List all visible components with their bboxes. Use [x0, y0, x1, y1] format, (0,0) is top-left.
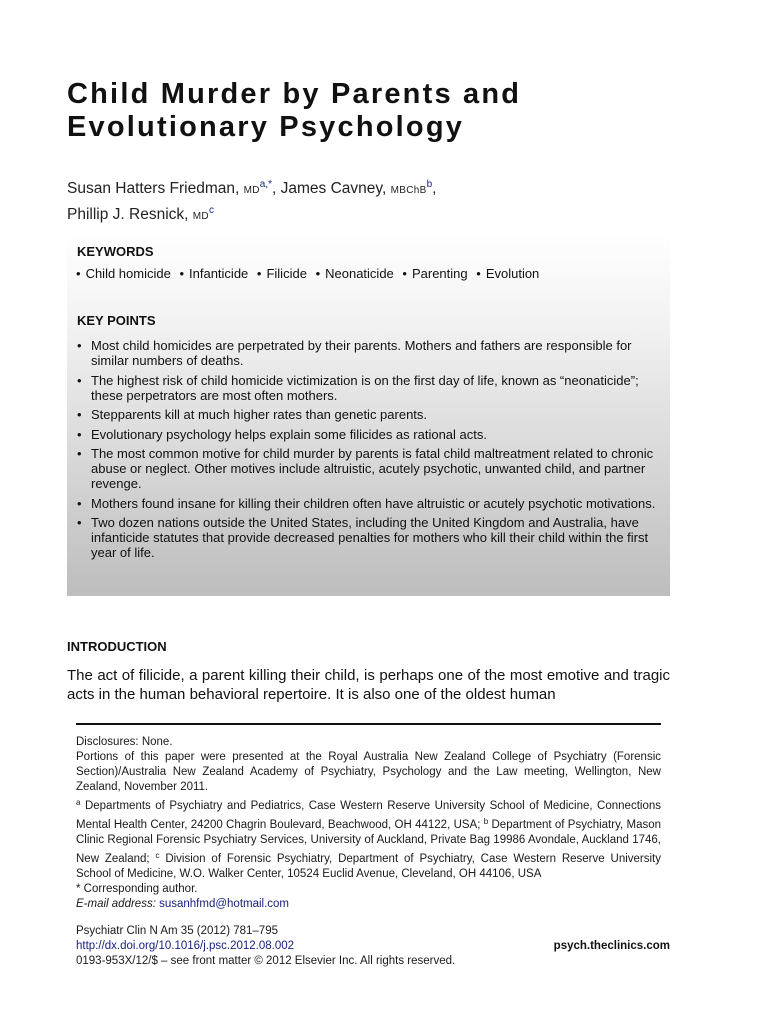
key-point-item: • Two dozen nations outside the United States, including the United Kingdom and Australia, have infanticide statutes that provide decreased penalties for mothers who kill their child within the first year of life.	[76, 515, 660, 560]
keyword-item: • Infanticide	[179, 266, 248, 281]
author-separator: ,	[432, 180, 437, 197]
author-name: Susan Hatters Friedman,	[67, 180, 240, 197]
author-degree: MD	[192, 211, 209, 222]
affiliation-text: Departments of Psychiatry and Pediatrics, Case Western Reserve University School of Medicine, Connections Mental Health Center, 24200 Chagrin Boulevard, Beachwood, OH 44122, USA;	[76, 800, 661, 831]
title-line-1: Child Murder by Parents and	[67, 78, 522, 110]
key-point-item: • Evolutionary psychology helps explain some filicides as rational acts.	[76, 427, 660, 442]
copyright-line: 0193-953X/12/$ – see front matter © 2012 Elsevier Inc. All rights reserved.	[76, 955, 456, 967]
summary-box	[67, 233, 670, 596]
affiliation-mark: a	[76, 798, 81, 807]
author-list	[67, 175, 687, 227]
key-point-item: • The most common motive for child murder by parents is fatal child maltreatment related to chronic abuse or neglect. Other motives include altruistic, acutely psychotic, unwanted child, and partner revenge.	[76, 446, 660, 491]
affiliations-note	[76, 795, 661, 882]
introduction-heading: INTRODUCTION	[67, 639, 167, 654]
key-point-item: • Mothers found insane for killing their children often have altruistic or acutely psychotic motivations.	[76, 496, 660, 511]
article-title	[67, 78, 707, 144]
affiliation-text: Department of Psychiatry, Mason Clinic Regional Forensic Psychiatry Services, University of Auckland, Private Bag 19986 Avondale, Auckland 1746, New Zealand;	[76, 819, 662, 865]
author-name: Phillip J. Resnick,	[67, 206, 189, 223]
key-point-item: • Stepparents kill at much higher rates than genetic parents.	[76, 407, 660, 422]
disclosures-note: Disclosures: None.	[76, 736, 173, 748]
title-line-2: Evolutionary Psychology	[67, 111, 465, 143]
author-name: James Cavney,	[280, 180, 387, 197]
key-points-list	[76, 338, 660, 565]
author-affiliation: c	[208, 205, 214, 216]
keyword-item: • Child homicide	[76, 266, 171, 281]
key-points-heading: KEY POINTS	[77, 313, 156, 328]
affiliation-mark: c	[155, 851, 160, 860]
key-point-item: • The highest risk of child homicide victimization is on the first day of life, known as “neonaticide”; these perpetrators are most often mothers.	[76, 373, 660, 403]
keywords-heading: KEYWORDS	[77, 244, 154, 259]
email-label: E-mail address:	[76, 898, 156, 910]
journal-info	[76, 924, 670, 969]
journal-citation: Psychiatr Clin N Am 35 (2012) 781–795	[76, 925, 278, 937]
doi-link[interactable]: http://dx.doi.org/10.1016/j.psc.2012.08.002	[76, 940, 295, 952]
author-degree: MBChB	[390, 185, 427, 196]
key-point-item: • Most child homicides are perpetrated by their parents. Mothers and fathers are responsible for similar numbers of deaths.	[76, 338, 660, 368]
presentation-note: Portions of this paper were presented at the Royal Australia New Zealand College of Psychiatry (Forensic Section)/Australia New Zealand Academy of Psychiatry, Psychology and the Law meeting, Wellington, New Zealand, November 2011.	[76, 751, 661, 793]
email-link[interactable]: susanhfmd@hotmail.com	[159, 898, 290, 910]
affiliation-mark: b	[483, 817, 489, 826]
author-affiliation: b	[426, 179, 433, 190]
journal-website: psych.theclinics.com	[553, 940, 670, 952]
keyword-item: • Parenting	[402, 266, 467, 281]
footnote-divider	[76, 723, 661, 725]
email-note	[76, 897, 661, 912]
introduction-paragraph: The act of filicide, a parent killing their child, is perhaps one of the most emotive and tragic acts in the human behavioral repertoire. It is also one of the oldest human	[67, 667, 670, 703]
keywords-list	[76, 266, 544, 281]
author-affiliation: a,*	[259, 179, 272, 190]
keyword-item: • Neonaticide	[316, 266, 394, 281]
author-degree: MD	[243, 185, 260, 196]
author-separator: ,	[272, 180, 281, 197]
keyword-item: • Evolution	[476, 266, 539, 281]
keyword-item: • Filicide	[257, 266, 307, 281]
footnotes	[76, 735, 661, 912]
corresponding-note: * Corresponding author.	[76, 883, 198, 895]
affiliation-text: Division of Forensic Psychiatry, Department of Psychiatry, Case Western Reserve University School of Medicine, W.O. Walker Center, 10524 Euclid Avenue, Cleveland, OH 44106, USA	[76, 853, 661, 880]
